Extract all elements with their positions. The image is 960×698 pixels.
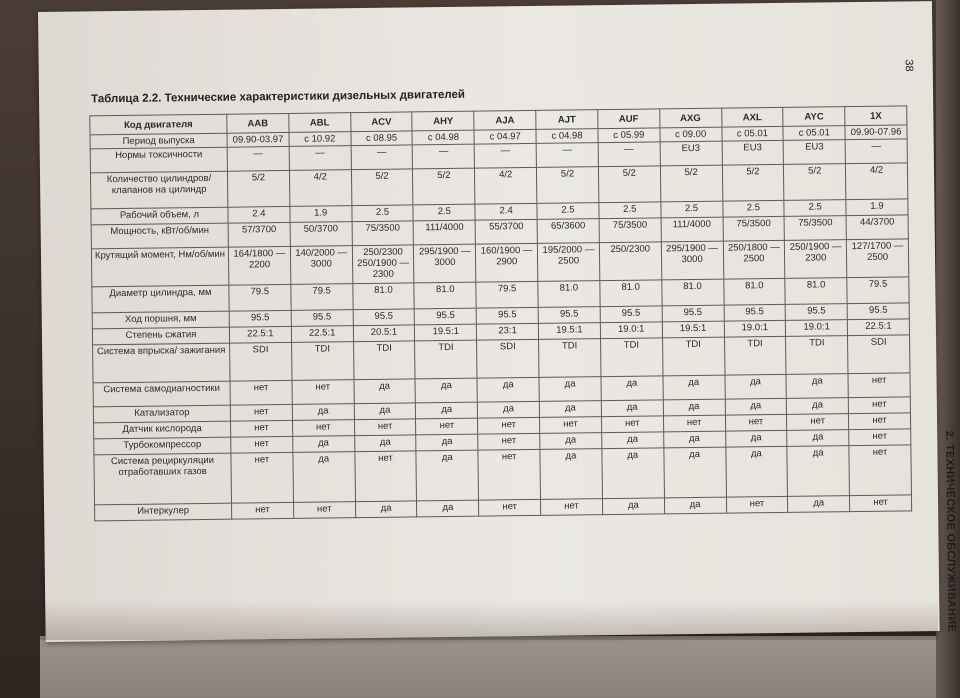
section-side-header: 2. ТЕХНИЧЕСКОЕ ОБСЛУЖИВАНИЕ: [943, 430, 958, 633]
table-cell: да: [787, 446, 849, 497]
table-cell: нет: [663, 415, 725, 432]
table-cell: с 05.01: [721, 126, 783, 141]
table-cell: 79.5: [847, 277, 909, 304]
table-cell: нет: [230, 380, 292, 405]
table-cell: да: [664, 497, 726, 514]
header-code-cell: AUF: [598, 109, 660, 129]
table-cell: 50/3700: [290, 222, 352, 247]
table-cell: нет: [478, 433, 540, 450]
header-code-cell: AXL: [721, 107, 783, 127]
row-label-cell: Рабочий объем, л: [91, 207, 228, 225]
table-cell: нет: [231, 452, 293, 503]
table-cell: 5/2: [660, 165, 722, 202]
header-code-cell: ABL: [289, 113, 351, 133]
table-cell: 55/3700: [475, 219, 537, 244]
table-cell: нет: [230, 404, 292, 421]
table-cell: 160/1900 — 2900: [476, 243, 538, 282]
table-cell: да: [601, 400, 663, 417]
table-cell: да: [602, 498, 664, 515]
table-cell: нет: [292, 380, 354, 405]
header-code-cell: 1X: [845, 106, 907, 126]
table-cell: 2.4: [475, 203, 537, 220]
table-cell: —: [289, 146, 351, 171]
table-cell: 95.5: [847, 303, 909, 320]
table-cell: 2.4: [228, 206, 290, 223]
table-cell: да: [354, 379, 416, 404]
table-cell: 81.0: [414, 282, 476, 309]
table-cell: 250/1800 — 2500: [723, 240, 785, 279]
table-cell: 5/2: [598, 166, 660, 203]
table-cell: 5/2: [536, 167, 598, 204]
table-cell: —: [474, 143, 536, 168]
table-cell: да: [416, 402, 478, 419]
row-label-cell: Система самодиагностики: [93, 381, 230, 407]
table-cell: да: [477, 377, 539, 402]
table-cell: 250/2300 250/1900 — 2300: [352, 245, 414, 284]
table-cell: 95.5: [600, 306, 662, 323]
table-cell: 2.5: [784, 200, 846, 217]
table-cell: 19.0:1: [600, 322, 662, 339]
table-cell: 22.5:1: [229, 326, 291, 343]
table-cell: TDI: [353, 341, 415, 380]
table-cell: да: [416, 434, 478, 451]
table-cell: 81.0: [352, 283, 414, 310]
table-cell: 111/4000: [414, 220, 476, 245]
table-cell: —: [227, 146, 289, 171]
table-cell: да: [725, 398, 787, 415]
table-cell: нет: [478, 449, 540, 500]
table-cell: 164/1800 — 2200: [228, 246, 290, 285]
table-cell: да: [415, 378, 477, 403]
table-cell: 127/1700 — 2500: [846, 239, 908, 278]
table-cell: да: [725, 446, 787, 497]
table-cell: да: [540, 433, 602, 450]
table-cell: 2.5: [352, 205, 414, 222]
engine-specs-table: [89, 105, 912, 521]
table-cell: 95.5: [476, 307, 538, 324]
table-cell: нет: [478, 417, 540, 434]
table-cell: нет: [850, 495, 912, 512]
row-label-cell: Нормы токсичности: [90, 147, 227, 173]
table-cell: 44/3700: [846, 215, 908, 240]
table-cell: 75/3500: [352, 221, 414, 246]
table-cell: нет: [787, 414, 849, 431]
table-cell: 81.0: [785, 278, 847, 305]
row-label-cell: Интеркулер: [95, 503, 232, 521]
table-cell: нет: [293, 502, 355, 519]
row-label-cell: Датчик кислорода: [94, 421, 231, 439]
table-cell: нет: [725, 414, 787, 431]
table-cell: нет: [416, 418, 478, 435]
table-cell: 2.5: [599, 202, 661, 219]
table-cell: да: [540, 449, 602, 500]
table-cell: 5/2: [413, 168, 475, 205]
page-bottom-shadow: [38, 600, 938, 640]
table-cell: нет: [601, 416, 663, 433]
table-cell: да: [293, 436, 355, 453]
table-cell: нет: [849, 413, 911, 430]
table-cell: TDI: [724, 336, 786, 375]
table-cell: да: [725, 430, 787, 447]
table-title: Таблица 2.2. Технические характеристики дизельных двигателей: [90, 88, 466, 106]
table-cell: TDI: [539, 339, 601, 378]
table-cell: —: [845, 139, 907, 164]
table-cell: —: [536, 143, 598, 168]
table-cell: 4/2: [846, 163, 908, 200]
table-cell: нет: [292, 420, 354, 437]
table-cell: SDI: [230, 342, 292, 381]
table-cell: 19.5:1: [538, 323, 600, 340]
table-cell: да: [663, 431, 725, 448]
table-cell: 250/1900 — 2300: [785, 240, 847, 279]
table-cell: 195/2000 — 2500: [537, 243, 599, 282]
table-cell: 19.5:1: [662, 321, 724, 338]
table-cell: да: [787, 430, 849, 447]
table-cell: 75/3500: [723, 216, 785, 241]
table-cell: да: [478, 401, 540, 418]
table-cell: 19.0:1: [724, 320, 786, 337]
table-cell: 2.5: [537, 203, 599, 220]
table-cell: 295/1900 — 3000: [661, 241, 723, 280]
table-cell: да: [355, 501, 417, 518]
table-cell: 95.5: [415, 308, 477, 325]
table-cell: нет: [726, 496, 788, 513]
header-label-cell: Код двигателя: [90, 114, 227, 135]
table-cell: да: [602, 432, 664, 449]
table-cell: нет: [355, 451, 417, 502]
table-cell: с 04.98: [536, 129, 598, 144]
table-cell: EU3: [783, 140, 845, 165]
table-cell: нет: [849, 429, 911, 446]
table-cell: SDI: [848, 335, 910, 374]
table-cell: 5/2: [351, 169, 413, 206]
table-cell: нет: [540, 417, 602, 434]
table-cell: 19.5:1: [415, 324, 477, 341]
table-cell: с 04.97: [474, 129, 536, 144]
row-label-cell: Система рециркуляции отработавших газов: [94, 453, 232, 505]
table-cell: нет: [541, 499, 603, 516]
table-cell: —: [598, 142, 660, 167]
table-cell: 81.0: [662, 279, 724, 306]
table-cell: 4/2: [289, 170, 351, 207]
table-cell: TDI: [786, 336, 848, 375]
table-cell: 22.5:1: [291, 326, 353, 343]
table-cell: 81.0: [538, 281, 600, 308]
row-label-cell: Количество цилиндров/клапанов на цилиндр: [90, 171, 227, 209]
table-cell: 5/2: [227, 170, 289, 207]
table-cell: 75/3500: [784, 216, 846, 241]
table-cell: да: [354, 435, 416, 452]
table-cell: 19.0:1: [786, 320, 848, 337]
table-cell: 5/2: [722, 164, 784, 201]
row-label-cell: Мощность, кВт/об/мин: [91, 223, 228, 249]
table-cell: 1.9: [290, 206, 352, 223]
table-cell: 95.5: [724, 304, 786, 321]
table-cell: да: [788, 496, 850, 513]
table-cell: 75/3500: [599, 218, 661, 243]
table-cell: да: [786, 374, 848, 399]
table-cell: нет: [479, 499, 541, 516]
table-cell: 09.90-03.97: [227, 132, 289, 147]
table-cell: 4/2: [475, 167, 537, 204]
table-cell: да: [539, 377, 601, 402]
table-cell: нет: [354, 419, 416, 436]
table-cell: 95.5: [229, 310, 291, 327]
table-cell: 95.5: [538, 307, 600, 324]
table-cell: 95.5: [291, 310, 353, 327]
table-cell: нет: [231, 436, 293, 453]
table-cell: да: [664, 447, 726, 498]
table-cell: 295/1900 — 3000: [414, 244, 476, 283]
table-cell: да: [724, 374, 786, 399]
row-label-cell: Катализатор: [93, 405, 230, 423]
header-code-cell: AYC: [783, 107, 845, 127]
table-cell: 22.5:1: [847, 319, 909, 336]
table-cell: 95.5: [662, 305, 724, 322]
table-cell: 09.90-07.96: [845, 125, 907, 140]
row-label-cell: Турбокомпрессор: [94, 437, 231, 455]
table-cell: 5/2: [784, 164, 846, 201]
table-cell: да: [539, 401, 601, 418]
row-label-cell: Ход поршня, мм: [92, 311, 229, 329]
table-cell: да: [292, 404, 354, 421]
table-cell: с 04.98: [412, 130, 474, 145]
table-cell: TDI: [600, 338, 662, 377]
table-cell: 1.9: [846, 199, 908, 216]
header-code-cell: ACV: [350, 112, 412, 132]
table-cell: TDI: [291, 342, 353, 381]
table-cell: 2.5: [661, 201, 723, 218]
table-cell: 20.5:1: [353, 325, 415, 342]
table-cell: 95.5: [353, 309, 415, 326]
book-page: [38, 1, 958, 642]
table-cell: 2.5: [722, 200, 784, 217]
table-cell: 57/3700: [228, 222, 290, 247]
row-label-cell: Крутящий момент, Нм/об/мин: [91, 247, 228, 287]
table-cell: да: [293, 452, 355, 503]
table-cell: нет: [848, 397, 910, 414]
table-cell: SDI: [477, 339, 539, 378]
table-cell: да: [354, 403, 416, 420]
table-cell: с 10.92: [289, 132, 351, 147]
header-code-cell: AJA: [474, 110, 536, 130]
row-label-cell: Система впрыска/ зажигания: [93, 343, 230, 383]
header-code-cell: AAB: [227, 113, 289, 133]
table-cell: 79.5: [476, 281, 538, 308]
table-cell: 23:1: [477, 323, 539, 340]
table-cell: TDI: [662, 337, 724, 376]
table-cell: TDI: [415, 340, 477, 379]
table-cell: да: [663, 399, 725, 416]
table-cell: нет: [848, 373, 910, 398]
table-cell: да: [601, 376, 663, 401]
table-cell: да: [602, 448, 664, 499]
table-cell: нет: [232, 502, 294, 519]
table-cell: нет: [231, 420, 293, 437]
table-cell: 79.5: [291, 284, 353, 311]
table-cell: с 05.99: [598, 128, 660, 143]
header-code-cell: AJT: [536, 110, 598, 130]
row-label-cell: Диаметр цилиндра, мм: [92, 285, 229, 313]
table-cell: 81.0: [723, 278, 785, 305]
table-cell: 140/2000 — 3000: [290, 246, 352, 285]
page-number: 38: [902, 59, 915, 72]
table-cell: —: [413, 144, 475, 169]
row-label-cell: Период выпуска: [90, 133, 227, 149]
table-cell: 2.5: [413, 204, 475, 221]
table-cell: да: [416, 450, 478, 501]
table-cell: да: [787, 398, 849, 415]
table-cell: 250/2300: [599, 242, 661, 281]
table-cell: с 08.95: [351, 131, 413, 146]
table-cell: —: [351, 145, 413, 170]
table-cell: с 09.00: [660, 127, 722, 142]
table-cell: с 05.01: [783, 126, 845, 141]
table-cell: нет: [849, 445, 911, 496]
row-label-cell: Степень сжатия: [92, 327, 229, 345]
table-cell: да: [663, 375, 725, 400]
header-code-cell: AHY: [412, 111, 474, 131]
table-cell: 111/4000: [661, 217, 723, 242]
header-code-cell: AXG: [659, 108, 721, 128]
table-cell: EU3: [660, 141, 722, 166]
table-cell: 95.5: [785, 304, 847, 321]
table-cell: 81.0: [600, 280, 662, 307]
table-cell: да: [417, 500, 479, 517]
table-cell: 65/3600: [537, 219, 599, 244]
lower-page-edge: [40, 636, 940, 698]
table-cell: EU3: [722, 140, 784, 165]
table-cell: 79.5: [229, 284, 291, 311]
